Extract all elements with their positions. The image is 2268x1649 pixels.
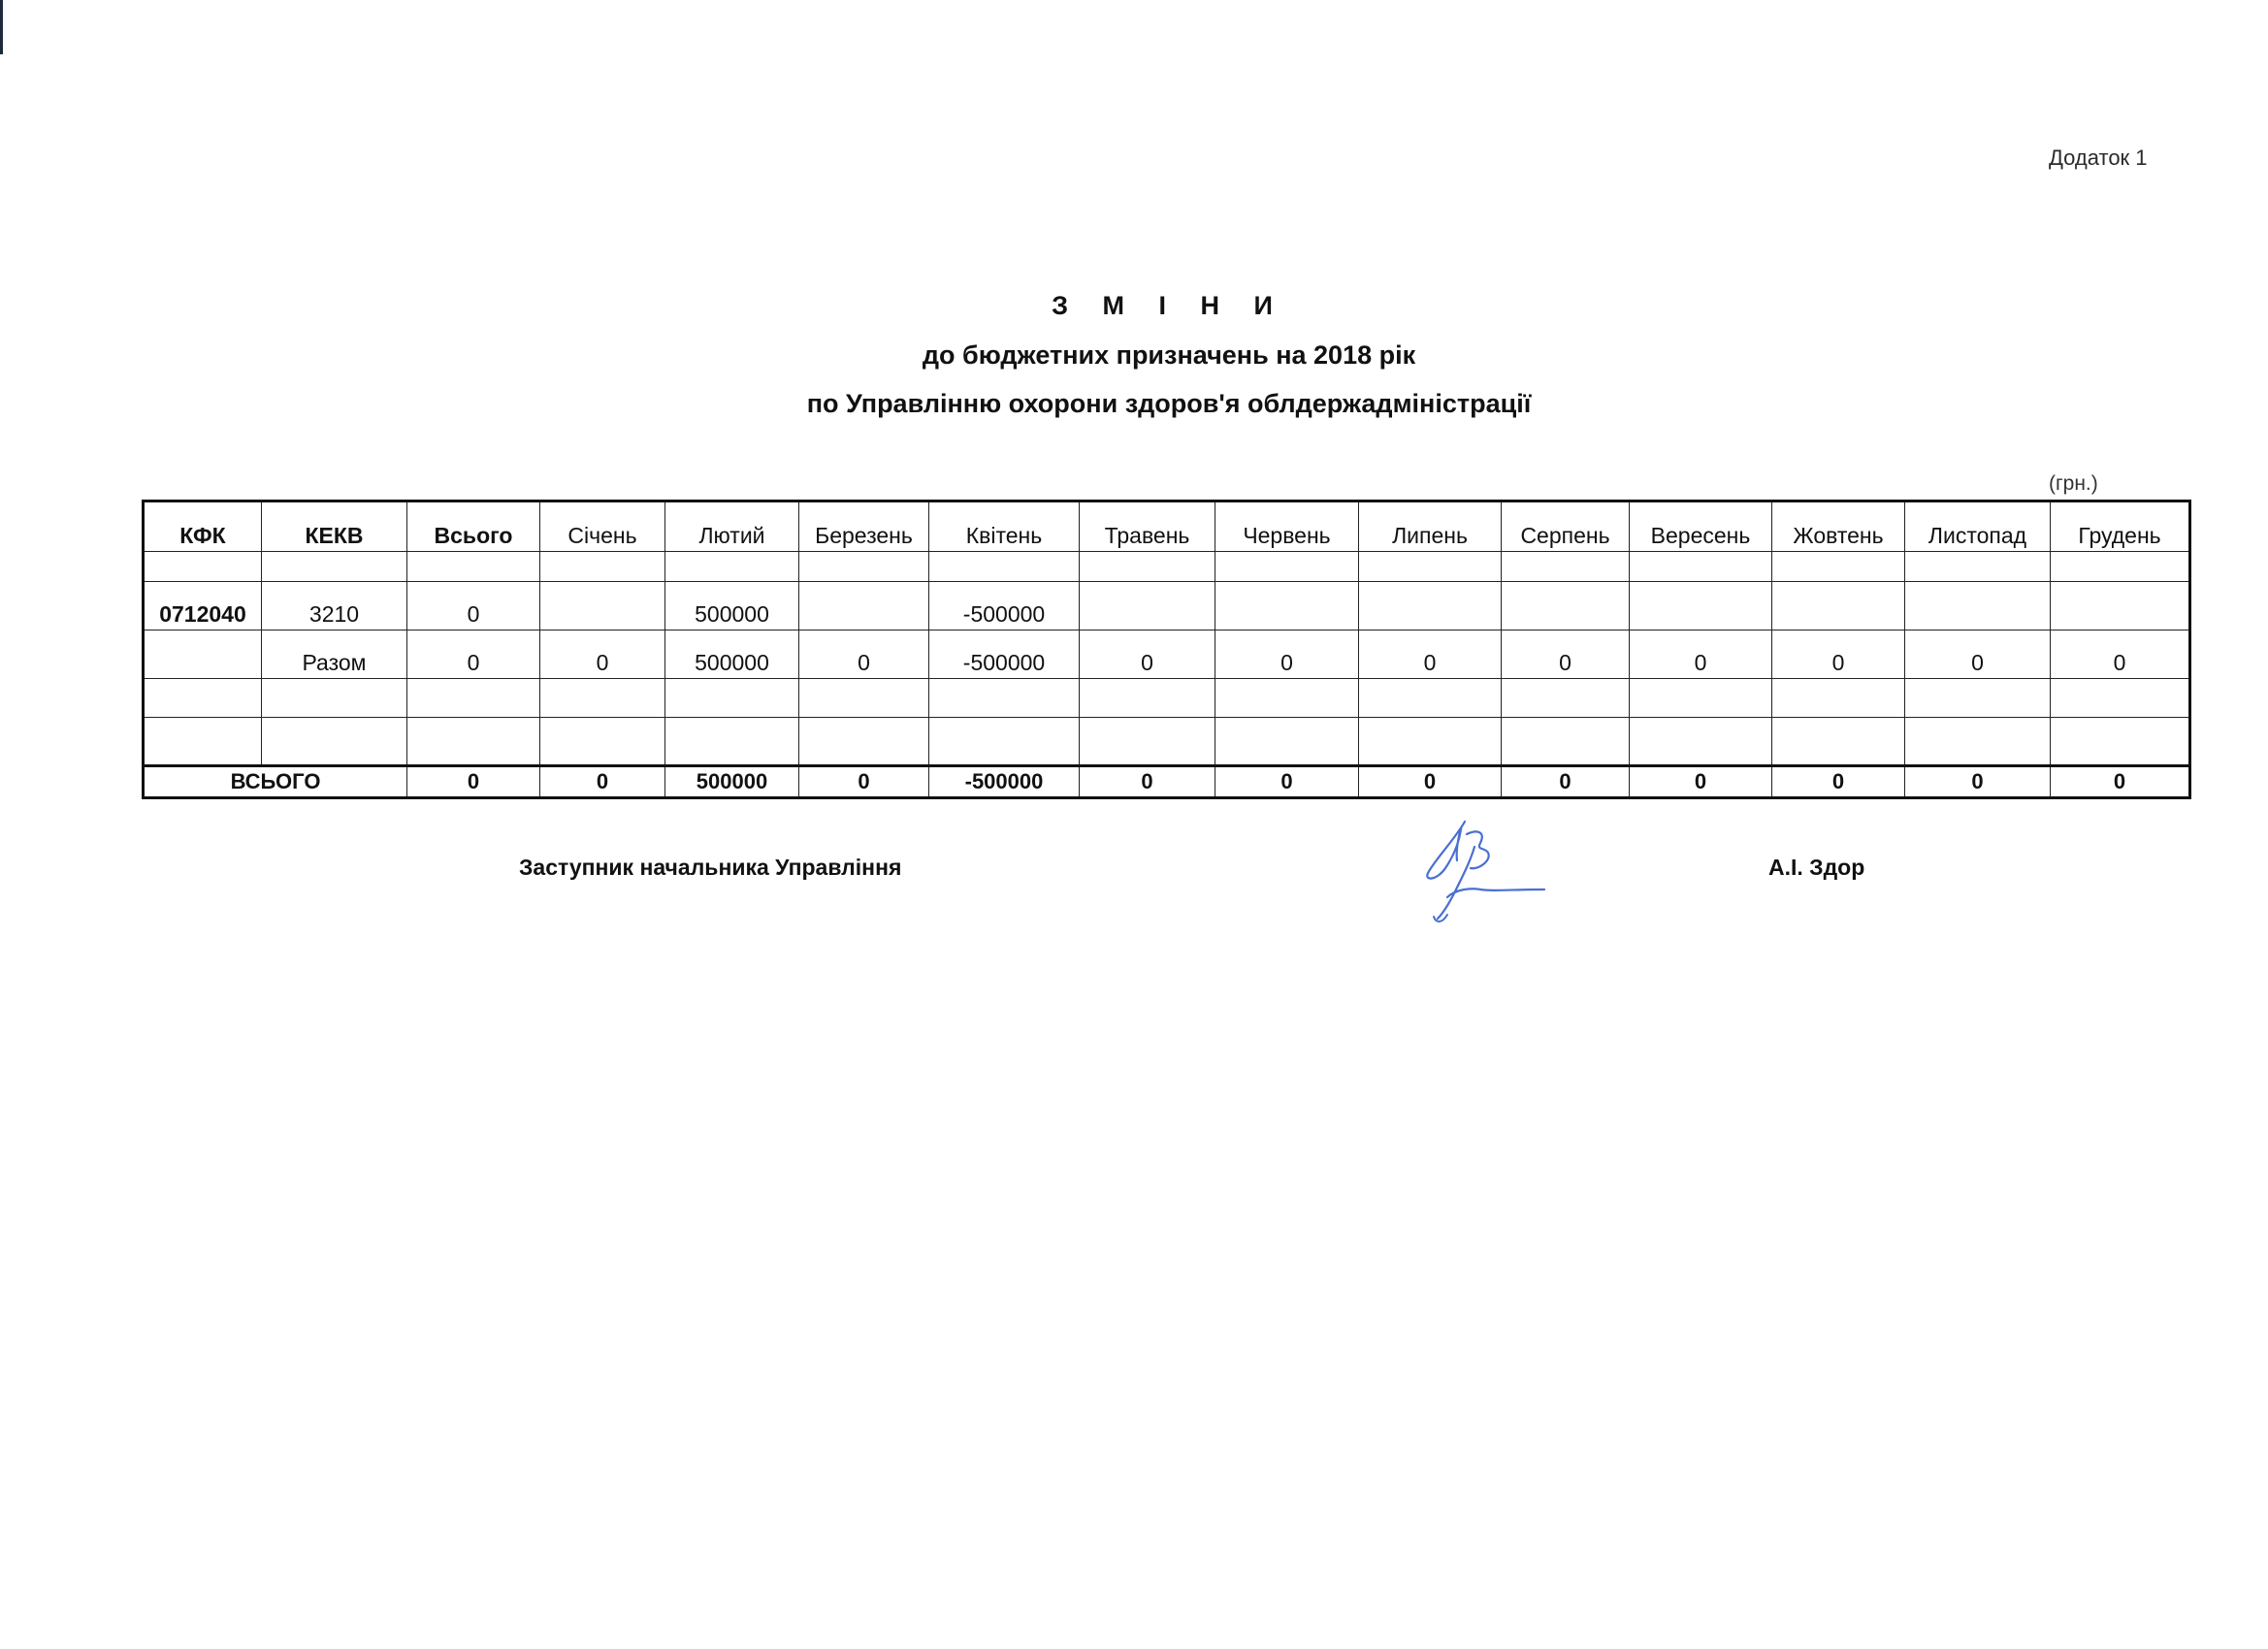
- table-cell: 0: [407, 582, 540, 630]
- col-header-february: Лютий: [665, 501, 799, 552]
- table-cell: 0: [1080, 630, 1215, 679]
- table-cell: [799, 582, 929, 630]
- table-cell: 0: [1772, 766, 1905, 798]
- table-cell: -500000: [929, 630, 1080, 679]
- table-cell: -500000: [929, 766, 1080, 798]
- col-header-july: Липень: [1359, 501, 1502, 552]
- budget-changes-table: [142, 500, 2191, 799]
- col-header-january: Січень: [540, 501, 665, 552]
- table-row-empty: [144, 552, 2190, 582]
- table-cell: 0: [2051, 630, 2190, 679]
- col-header-total: Всього: [407, 501, 540, 552]
- col-header-november: Листопад: [1905, 501, 2051, 552]
- table-row-subtotal: [144, 630, 2190, 679]
- table-cell: 0712040: [144, 582, 262, 630]
- handwritten-signature: [1416, 800, 1552, 946]
- table-cell: 0: [1905, 766, 2051, 798]
- table-cell: Разом: [262, 630, 407, 679]
- col-header-kekv: КЕКВ: [262, 501, 407, 552]
- table-header-row: [144, 501, 2190, 552]
- table-cell: [1080, 582, 1215, 630]
- col-header-kfk: КФК: [144, 501, 262, 552]
- table-cell: 0: [1630, 766, 1772, 798]
- table-row: [144, 582, 2190, 630]
- table-cell: 0: [2051, 766, 2190, 798]
- col-header-october: Жовтень: [1772, 501, 1905, 552]
- table-cell: 0: [1359, 630, 1502, 679]
- table-cell: 0: [1215, 766, 1359, 798]
- table-cell: 500000: [665, 582, 799, 630]
- table-cell: 0: [1502, 766, 1630, 798]
- table-cell: 0: [799, 630, 929, 679]
- scan-edge-mark: [0, 0, 3, 54]
- table-cell: [1502, 582, 1630, 630]
- table-cell: 0: [1359, 766, 1502, 798]
- signer-position: Заступник начальника Управління: [519, 855, 902, 880]
- table-cell: 500000: [665, 630, 799, 679]
- table-cell: 0: [1215, 630, 1359, 679]
- table-row-grand-total: [144, 766, 2190, 798]
- table-cell: [2051, 582, 2190, 630]
- col-header-may: Травень: [1080, 501, 1215, 552]
- table-cell: 500000: [665, 766, 799, 798]
- table-cell: 0: [407, 630, 540, 679]
- table-cell: 0: [540, 766, 665, 798]
- table-cell: 0: [1905, 630, 2051, 679]
- table-cell: 0: [1772, 630, 1905, 679]
- document-title: З М І Н И: [1052, 291, 1286, 320]
- table-cell: [540, 582, 665, 630]
- document-subtitle-organization: по Управлінню охорони здоров'я облдержадміністрації: [806, 389, 1532, 418]
- table-cell: 0: [1080, 766, 1215, 798]
- col-header-august: Серпень: [1502, 501, 1630, 552]
- table-cell: 0: [407, 766, 540, 798]
- signer-name: А.І. Здор: [1768, 855, 1865, 880]
- col-header-april: Квітень: [929, 501, 1080, 552]
- table-row-empty: [144, 679, 2190, 718]
- col-header-december: Грудень: [2051, 501, 2190, 552]
- table-cell: [1905, 582, 2051, 630]
- col-header-june: Червень: [1215, 501, 1359, 552]
- table-cell: [1359, 582, 1502, 630]
- table-cell: [144, 630, 262, 679]
- table-cell: [1215, 582, 1359, 630]
- table-cell: -500000: [929, 582, 1080, 630]
- col-header-march: Березень: [799, 501, 929, 552]
- table-cell: [1772, 582, 1905, 630]
- table-cell: 0: [1630, 630, 1772, 679]
- appendix-label: Додаток 1: [2049, 146, 2148, 170]
- table-cell: 0: [540, 630, 665, 679]
- table-row-empty: [144, 718, 2190, 766]
- grand-total-label: ВСЬОГО: [144, 766, 407, 798]
- table-cell: [1630, 582, 1772, 630]
- table-cell: 0: [799, 766, 929, 798]
- currency-unit-label: (грн.): [2049, 472, 2098, 495]
- table-cell: 0: [1502, 630, 1630, 679]
- col-header-september: Вересень: [1630, 501, 1772, 552]
- table-cell: 3210: [262, 582, 407, 630]
- document-subtitle: до бюджетних призначень на 2018 рік: [922, 340, 1416, 370]
